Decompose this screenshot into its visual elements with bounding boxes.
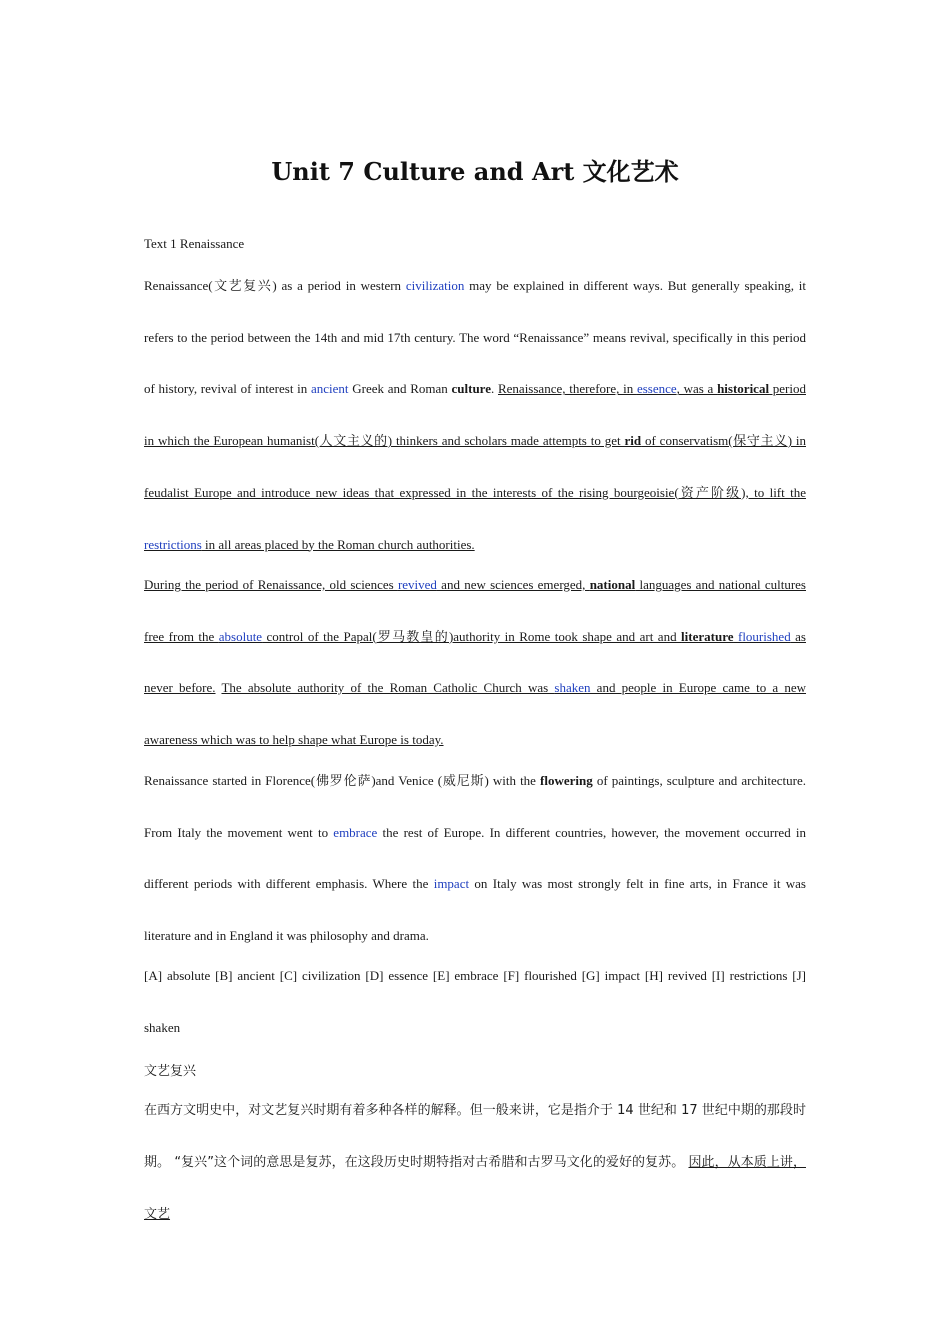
underlined-sentence: 因此，从本质上讲，文艺 bbox=[144, 1155, 806, 1222]
text-run: the rest of Europe. In different countries, however, the movement occurred in different periods with different emphasis. Where the bbox=[144, 824, 806, 892]
chinese-heading: 文艺复兴 bbox=[144, 1064, 197, 1079]
text-run: 在西方文明史中，对文艺复兴时期有着多种各样的解释。但一般来讲，它是指介于 14 世纪和 17 世纪中期的那段时期。 “复兴”这个词的意思是复苏，在这段历史时期特指对古希腊和古罗马文化的爱好的复苏。 bbox=[144, 1103, 806, 1170]
underlined-sentence bbox=[144, 680, 806, 747]
text-run: The absolute authority of the Roman Catholic Church was bbox=[221, 680, 555, 696]
text-heading: Text 1 Renaissance bbox=[144, 236, 245, 251]
text-run: . bbox=[491, 381, 498, 397]
text-run: Greek and Roman bbox=[348, 381, 452, 397]
text-run: During the period of Renaissance, old sciences bbox=[144, 577, 398, 592]
text-run: and new sciences emerged, bbox=[436, 577, 590, 592]
bold-word-literature: literature bbox=[681, 628, 734, 644]
text-run: of paintings, sculpture and architecture. From Italy the movement went to bbox=[144, 773, 806, 840]
text-run: Renaissance(文艺复兴) as a period in western bbox=[144, 278, 406, 293]
keyword-revived: revived bbox=[397, 577, 437, 592]
word-options-list: [A] absolute [B] ancient [C] civilization [D] essence [E] embrace [F] flourished [G] impact [H] revived [I] restrictions [J] shaken bbox=[144, 968, 806, 1035]
keyword-shaken: shaken bbox=[554, 680, 591, 696]
text-run: Renaissance started in Florence(佛罗伦萨)and Venice (威尼斯) with the bbox=[144, 773, 541, 788]
bold-word-rid: rid bbox=[624, 433, 642, 449]
text-run: control of the Papal(罗马教皇的)authority in Rome took shape and art and bbox=[262, 628, 682, 644]
text-run: of conservatism(保守主义) in feudalist Europe and introduce new ideas that expressed in the interests of the rising bourgeoisie(资产阶级), to lift the bbox=[144, 433, 806, 500]
bold-word-culture: culture bbox=[451, 381, 491, 397]
text-run: Renaissance, therefore, in bbox=[497, 381, 637, 397]
text-run: and people in Europe came to a new awareness which was to help shape what Europe is today. bbox=[144, 680, 807, 748]
underlined-sentence bbox=[144, 381, 806, 551]
paragraph-2 bbox=[144, 559, 806, 766]
bold-word-historical: historical bbox=[717, 381, 770, 397]
text-run: on Italy was most strongly felt in fine arts, in France it was literature and in England it was philosophy and drama. bbox=[144, 876, 806, 944]
keyword-essence: essence bbox=[636, 381, 677, 397]
text-run: languages and national cultures free from the bbox=[144, 577, 806, 644]
text-run: , was a bbox=[676, 381, 718, 397]
keyword-absolute: absolute bbox=[218, 628, 263, 644]
underlined-sentence bbox=[144, 577, 806, 695]
keyword-ancient: ancient bbox=[310, 381, 349, 397]
bold-word-flowering: flowering bbox=[540, 773, 593, 788]
chinese-paragraph bbox=[144, 1085, 806, 1241]
document-title: Unit 7 Culture and Art 文化艺术 bbox=[271, 157, 679, 186]
keyword-impact: impact bbox=[433, 876, 470, 892]
keyword-restrictions: restrictions bbox=[144, 536, 202, 552]
paragraph-1 bbox=[144, 260, 806, 570]
keyword-civilization: civilization bbox=[405, 278, 465, 293]
text-run: in all areas placed by the Roman church authorities. bbox=[201, 536, 475, 552]
paragraph-3 bbox=[144, 755, 806, 962]
keyword-embrace: embrace bbox=[333, 824, 378, 840]
keyword-flourished: flourished bbox=[737, 628, 791, 644]
bold-word-national: national bbox=[589, 577, 636, 592]
text-run: as never before. bbox=[144, 628, 806, 696]
text-run: period in which the European humanist(人文主义的) thinkers and scholars made attempts to get bbox=[144, 381, 806, 449]
text-run: may be explained in different ways. But generally speaking, it refers to the period between the 14th and mid 17th century. The word “Renaissance” means revival, specifically in this period of history, revival of interest in bbox=[144, 278, 806, 397]
